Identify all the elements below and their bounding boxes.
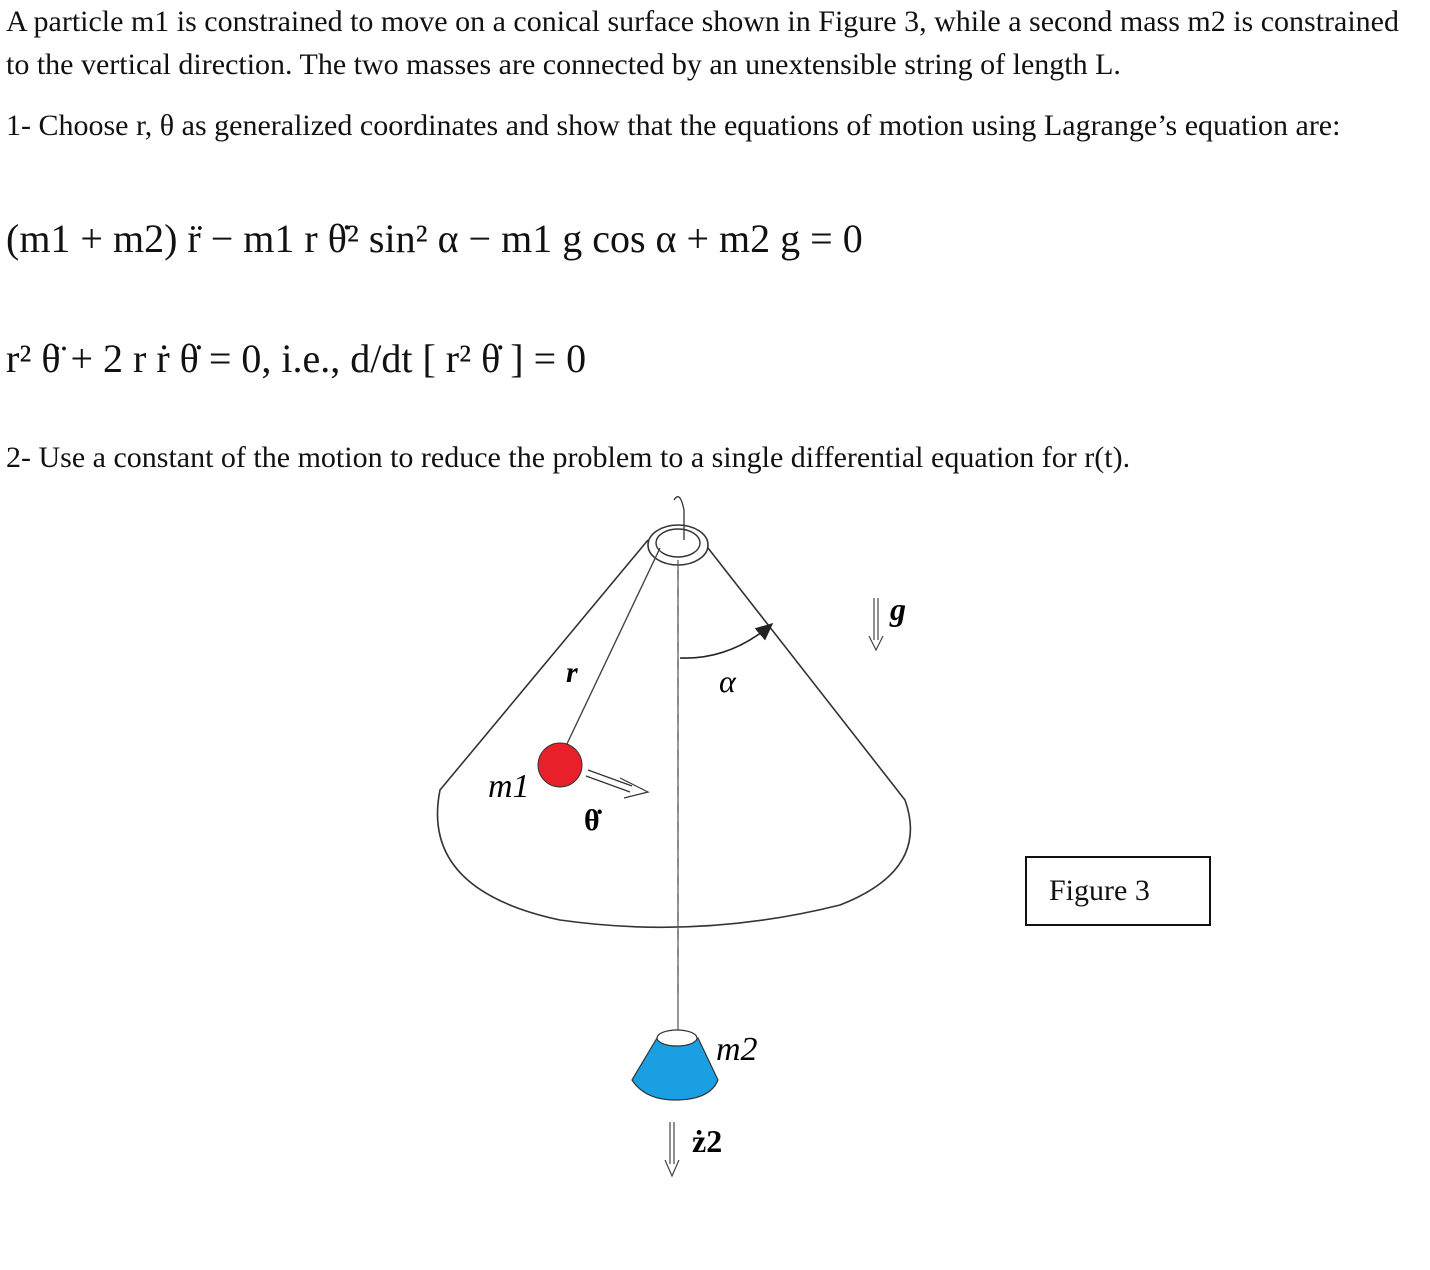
figure-caption-box <box>1025 856 1211 926</box>
intro-text: A particle m1 is constrained to move on a conical surface shown in Figure 3, while a second mass m2 is constrained to the vertical direction. The two masses are connected by an unextensible string of length L. <box>6 5 1399 81</box>
gravity-arrow <box>869 598 883 650</box>
label-m1: m1 <box>488 768 530 805</box>
part2-paragraph <box>6 436 1416 479</box>
equation-2 <box>6 335 586 382</box>
particle-m1 <box>538 743 582 787</box>
equation-1-text: (m1 + m2) r̈ − m1 r θ̇² sin² α − m1 g cos α + m2 g = 0 <box>6 216 863 261</box>
label-alpha: α <box>719 663 736 699</box>
hanging-mass-m2 <box>632 1038 718 1100</box>
theta-dot-arrow <box>586 770 648 798</box>
alpha-arc <box>680 624 772 658</box>
string-r <box>565 548 660 748</box>
equation-1 <box>6 215 863 262</box>
label-theta-dot: θ̇ <box>584 804 600 837</box>
part1-paragraph <box>6 104 1416 147</box>
apex-ring <box>648 525 708 565</box>
label-m2: m2 <box>716 1031 758 1068</box>
figure-caption: Figure 3 <box>1049 874 1150 907</box>
label-g: g <box>890 591 906 627</box>
intro-paragraph <box>6 0 1416 86</box>
label-r: r <box>566 656 578 689</box>
part2-text: 2- Use a constant of the motion to reduce the problem to a single differential equation for r(t). <box>6 441 1131 474</box>
cone-surface <box>438 540 911 927</box>
label-z2-dot: ż2 <box>692 1123 723 1159</box>
part1-text: 1- Choose r, θ as generalized coordinates and show that the equations of motion using Lagrange’s equation are: <box>6 109 1341 142</box>
cone-figure <box>0 490 1430 1270</box>
z2-dot-arrow <box>665 1122 679 1176</box>
equation-2-text: r² θ̈ + 2 r ṙ θ̇ = 0, i.e., d/dt [ r² θ̇ ] = 0 <box>6 336 587 381</box>
